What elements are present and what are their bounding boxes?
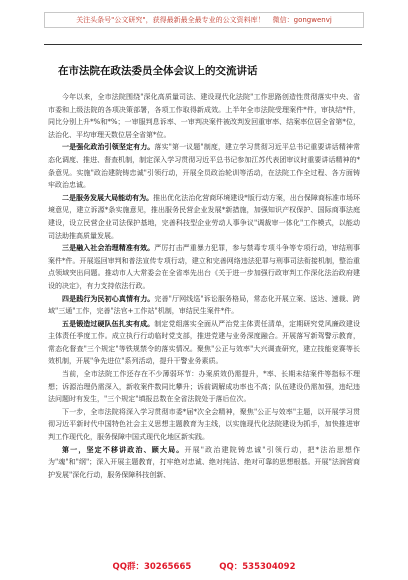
footer-qq-group: QQ群：30265665 — [112, 562, 192, 572]
paragraph-text: 今年以来，全市法院围绕"深化高质量司法、建设现代化法院"工作思路创造性贯彻落实中央、省市委和上级法院的各项决策部署，各项工作取得新成效。上半年全市法院受理案件*件，审执结*件，同比分别上升*%和*%；一审服判息诉率、一审判决案件被改判发回重审率、结案率位居全省第*位，法治化、平均审理天数位居全省第*位。 — [48, 93, 360, 139]
paragraph-text: 推出优化法治化营商环境建设*版行动方案，出台保障商标准市场环境意见，建立诉源*条实施意见，推出服务民营企业发展*新措施，加强知识产权保护、国际商事法庭建设，设立民营企业司法保护基地，完善科技型企业劳动人事争议"调裁审一体化"工作模式，以能动司法助推高质量发展。 — [48, 193, 361, 240]
page-title: 在市法院在政法委员全体会议上的交流讲话 — [58, 65, 258, 77]
paragraph-text: 制定党组落实全面从严治党主体责任清单，定期研究党风廉政建设主体责任季度工作。成立执行行动临时党支部，推进党建与业务深度融合。开展落写新驾警示教育，常态化督查"三个规定"等铁规禁令的落实情况。聚焦"公正与效率"大兴调查研究，建立技能竞赛等长效机制，开展"争先进位"系列活动，提升干警业务素质。 — [48, 319, 361, 366]
paragraph-text: 下一步，全市法院将深入学习贯彻市委*届*次全会精神，聚焦"公正与效率"主题，以开展学习贯彻习近平新时代中国特色社会主义思想主题教育为主线，以实施现代化法院建设为抓手，加快推进审判工作现代化，服务保障中国式现代化地区新实践。 — [48, 407, 360, 442]
paragraph-heading: 三是融入社会治理精准有效。 — [62, 243, 155, 253]
paragraph — [48, 318, 360, 368]
paragraph-heading: 第一，坚定不移讲政治、顾大局。 — [62, 444, 185, 454]
paragraph — [48, 192, 360, 242]
footer-qq: QQ：535304092 — [219, 562, 296, 572]
header-rule — [44, 44, 362, 45]
paragraph-heading: 四是践行为民初心真情有力。 — [62, 293, 155, 303]
paragraph-text: 严厉打击严重暴力犯罪，参与禁毒专项斗争等专项行动，审结刑事案件*件。开展巡回审判和普法宣传专项行动，建立和完善网络违法犯罪与刑事司法衔接机制，整治重点领域突出问题。推动市人大常委会在全省率先出台《关于进一步加强行政审判工作深化法治政府建设的决定》，有力支持依法行政。 — [48, 244, 361, 290]
top-banner — [44, 12, 364, 28]
paragraph-heading: 五是锻造过硬队伍扎实有成。 — [62, 318, 155, 328]
document-body — [48, 91, 360, 481]
paragraph — [48, 293, 360, 318]
paragraph — [48, 141, 360, 191]
paragraph — [48, 406, 360, 444]
paragraph — [48, 368, 360, 406]
paragraph-text: 开展"政治建院铸忠诚"引领行动，把*法治思想作为"魂"和"纲"；深入开展主题教育，打牢绝对忠诚、绝对纯洁、绝对可靠的思想根基。开展"法润营商护发展"深化行动，服务保障科技创新、 — [48, 445, 360, 479]
paragraph-text: 完善"厅网线巡"诉讼服务格局，常态化开展立案、送达、速裁、跨域"三通"工作，完善"法官+工作站"机制，审结民生案件*件。 — [48, 294, 361, 316]
paragraph — [48, 444, 360, 482]
paragraph-text: 当前，全市法院工作还存在不少薄弱环节：办案质效仍需提升，*率、长期未结案件等指标不理想；诉源治理仍需深入，新收案件数同比攀升；诉前调解成功率也不高；队伍建设仍需加强，违纪违法问题时有发生，"三个规定"填报总数在全省法院处于落后位次。 — [48, 370, 360, 404]
paragraph-heading: 二是服务发展大局能动有为。 — [62, 192, 154, 202]
paragraph-heading: 一是强化政治引领坚定有力。 — [62, 142, 155, 152]
footer-contact — [0, 557, 408, 575]
banner-wechat-text: 微信：gongwenvj — [272, 16, 332, 24]
paragraph — [48, 242, 360, 292]
banner-promo-text: 关注头条号"公文研究"，获得最新最全最专业的公文资料库！ — [76, 16, 265, 24]
paragraph — [48, 91, 360, 141]
paragraph-text: 落实"第一议题"制度，建立学习贯彻习近平总书记重要讲话精神常态化调度、推进、督查机制，制定深入学习贯彻习近平总书记参加江苏代表团审议时重要讲话精神的*条意见。实施"政治建院铸忠诚"引领行动，开展全员政治轮训等活动，在法院工作全过程、各方面铸牢政治忠诚。 — [48, 143, 361, 190]
